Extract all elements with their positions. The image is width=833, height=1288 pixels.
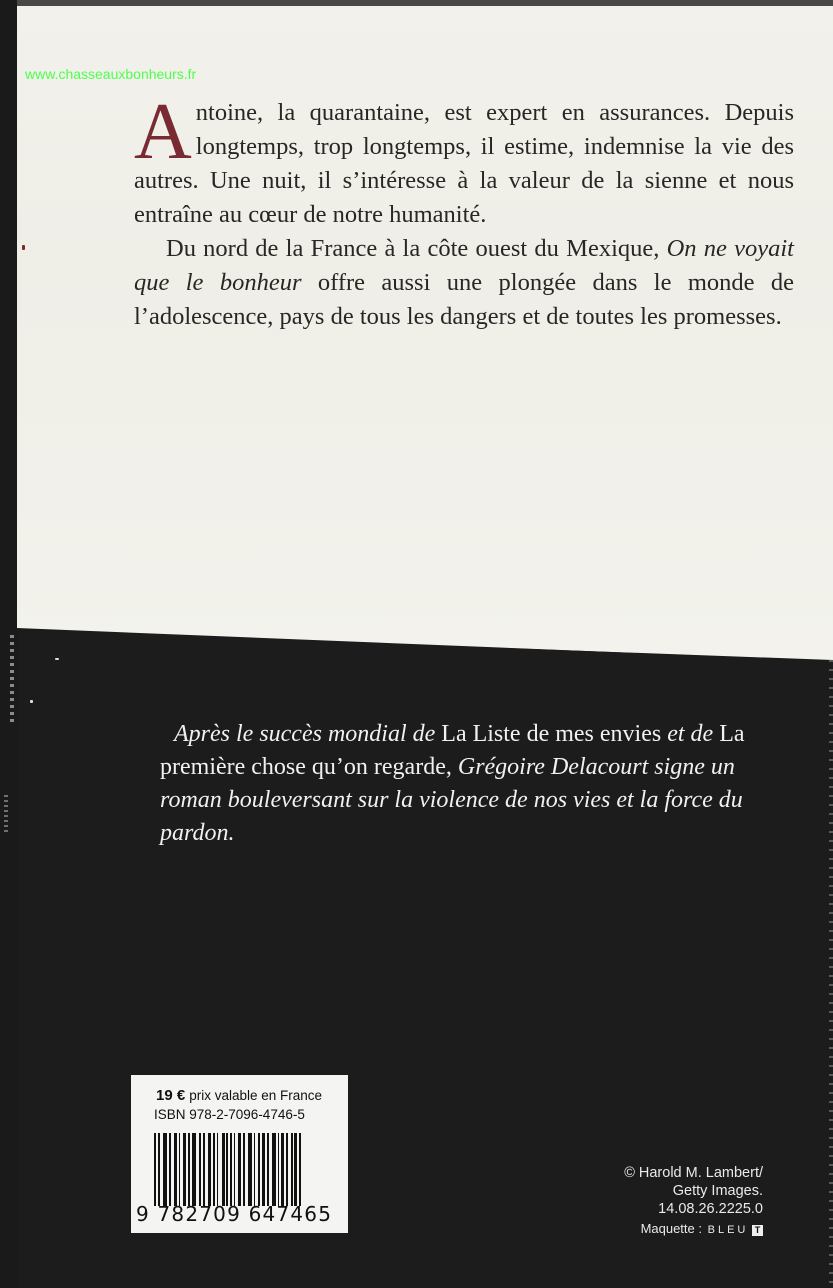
praise-text-2: et de <box>661 721 720 747</box>
book-title: On ne voyait que le bonheur <box>134 235 794 296</box>
maquette-label: Maquette : <box>640 1221 702 1236</box>
barcode <box>154 1133 334 1206</box>
price-line <box>156 1087 322 1104</box>
previous-title-2: La première chose qu’on regarde, <box>160 721 745 780</box>
praise-text-1: Après le succès mondial de <box>174 721 442 747</box>
barcode-label <box>131 1075 348 1233</box>
watermark-link[interactable]: www.chasseauxbonheurs.fr <box>25 66 197 82</box>
dropcap: A <box>134 88 192 176</box>
isbn: ISBN 978-2-7096-4746-5 <box>154 1107 305 1122</box>
praise-text-3: Grégoire Delacourt signe un roman bouleversant sur la violence de nos vies et la force du pardon. <box>160 754 743 846</box>
maquette-logo-icon: T <box>752 1225 763 1236</box>
previous-title-1: La Liste de mes envies <box>441 721 662 747</box>
speck <box>55 658 59 660</box>
photo-agency: Getty Images. <box>672 1183 763 1199</box>
blurb-text-1: ntoine, la quarantaine, est expert en assurances. Depuis longtemps, trop longtemps, il estime, indemnise la vie des autres. Une nuit, il s’intéresse à la valeur de la sienne et nous entraîne au cœur de notre humanité. <box>134 99 794 228</box>
barcode-digits: 9 782709 647465 <box>136 1202 333 1226</box>
blurb-text-2-rest: offre aussi une plongée dans le monde de l’adolescence, pays de tous les dangers et de toutes les promesses. <box>134 269 795 330</box>
product-code: 14.08.26.2225.0 <box>658 1201 763 1217</box>
speck <box>22 245 25 250</box>
blurb-paragraph-2 <box>134 232 794 334</box>
edge-wear <box>10 635 14 725</box>
photo-credit: © Harold M. Lambert/ <box>624 1165 763 1181</box>
credits <box>624 1164 763 1239</box>
price-note: prix valable en France <box>189 1088 323 1103</box>
maquette-credit <box>624 1220 763 1239</box>
blurb-text-2-intro: Du nord de la France à la côte ouest du Mexique, <box>166 235 667 262</box>
edge-wear <box>829 660 833 1288</box>
blurb-paragraph-1 <box>134 88 794 232</box>
edge-wear <box>4 795 8 835</box>
maquette-name: BLEU <box>707 1224 749 1236</box>
photo-edge-left <box>0 0 18 1288</box>
speck <box>30 700 33 703</box>
blurb <box>134 88 795 334</box>
price: 19 € <box>156 1087 186 1104</box>
praise-quote <box>160 718 780 850</box>
